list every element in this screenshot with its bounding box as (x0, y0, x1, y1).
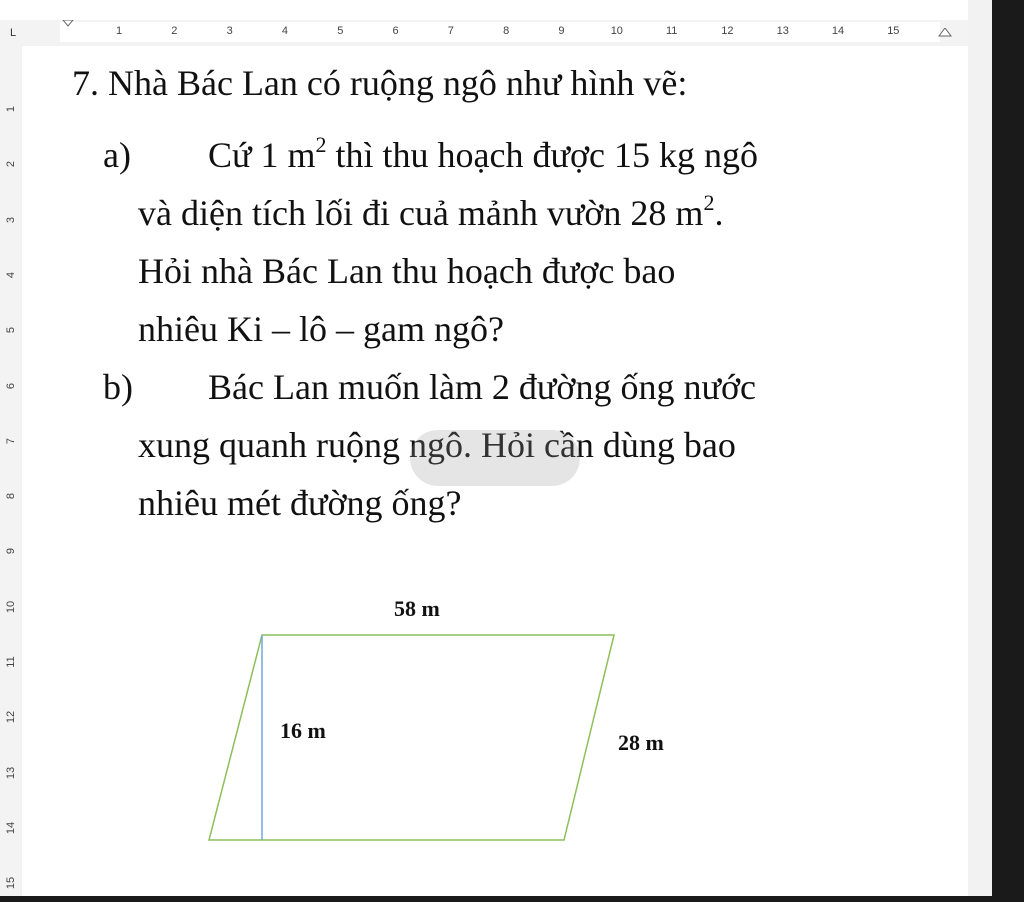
parallelogram-shape (209, 635, 614, 840)
horizontal-ruler-number: 8 (503, 25, 510, 37)
horizontal-ruler-number: 13 (776, 25, 789, 37)
vertical-ruler-number: 10 (5, 600, 17, 613)
vertical-ruler-number: 15 (5, 877, 17, 890)
vertical-ruler-number: 8 (5, 493, 17, 500)
horizontal-ruler-number: 3 (226, 25, 233, 37)
vertical-ruler-number: 6 (5, 382, 17, 389)
horizontal-ruler-number: 11 (666, 25, 678, 37)
part-a-marker: a) (103, 135, 131, 175)
window-border-bottom (0, 896, 1024, 902)
height-label: 16 m (280, 718, 326, 743)
horizontal-ruler-number: 15 (887, 25, 900, 37)
horizontal-ruler-number: 10 (610, 25, 623, 37)
horizontal-ruler-number: 14 (831, 25, 845, 37)
tab-selector[interactable]: L (9, 27, 17, 39)
horizontal-ruler-number: 7 (447, 25, 454, 37)
vertical-ruler-number: 14 (5, 821, 17, 835)
problem-title: 7. Nhà Bác Lan có ruộng ngô như hình vẽ: (72, 63, 688, 103)
horizontal-ruler-number: 6 (392, 25, 399, 37)
vertical-ruler-number: 11 (5, 656, 17, 668)
vertical-ruler-number: 2 (5, 161, 17, 168)
horizontal-ruler-number: 1 (116, 25, 123, 37)
vertical-ruler-number: 7 (5, 437, 17, 444)
slanted-side-label: 28 m (618, 730, 664, 755)
horizontal-ruler-number: 12 (721, 25, 734, 37)
part-b-marker: b) (103, 367, 133, 407)
part-b-line-3: nhiêu mét đường ống? (138, 483, 462, 523)
horizontal-ruler-number: 2 (171, 25, 178, 37)
part-b-line-1: Bác Lan muốn làm 2 đường ống nước (208, 367, 756, 407)
page-margin (968, 0, 992, 902)
vertical-ruler-number: 13 (5, 766, 17, 779)
part-b-line-2: xung quanh ruộng ngô. Hỏi cần dùng bao (138, 425, 736, 465)
vertical-ruler-number: 9 (5, 548, 17, 555)
horizontal-ruler-number: 5 (337, 25, 344, 37)
part-a-line-3: Hỏi nhà Bác Lan thu hoạch được bao (138, 251, 676, 291)
vertical-ruler-number: 1 (5, 105, 17, 113)
horizontal-ruler-number: 4 (281, 25, 289, 37)
part-a-line-2: và diện tích lối đi cuả mảnh vườn 28 $m^2$. (138, 190, 724, 233)
window-border (992, 0, 1024, 902)
vertical-ruler-number: 3 (5, 216, 17, 223)
part-a-line-4: nhiêu Ki – lô – gam ngô? (138, 309, 504, 349)
vertical-ruler-number: 5 (5, 327, 17, 334)
vertical-ruler-number: 12 (5, 711, 17, 724)
horizontal-ruler-number: 9 (558, 25, 565, 37)
vertical-ruler-number: 4 (5, 271, 17, 278)
top-side-label: 58 m (394, 596, 440, 621)
part-a-line-1: Cứ 1 $m^2$ thì thu hoạch được 15 kg ngô (208, 132, 759, 175)
